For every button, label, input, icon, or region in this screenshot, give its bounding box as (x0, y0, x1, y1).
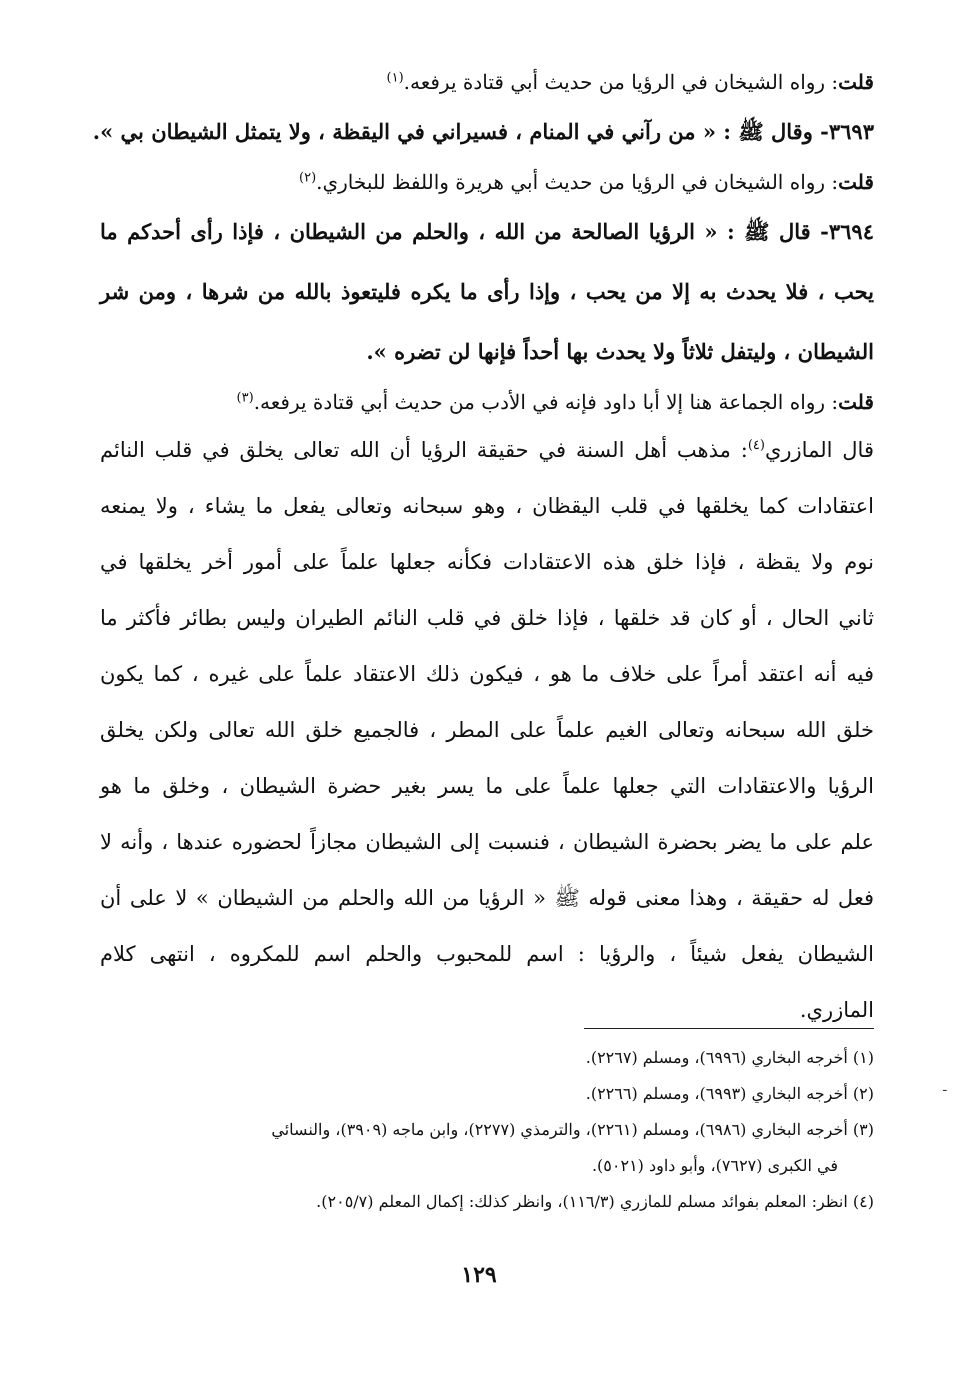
paragraph-line: فعل له حقيقة ، وهذا معنى قوله ﷺ « الرؤيا من الله والحلم من الشيطان » لا على أن (100, 886, 874, 910)
footnotes (100, 1040, 874, 1220)
footnote-ref: (٢) (299, 170, 317, 186)
commentary-label: قلت (838, 170, 874, 194)
page-number: ١٢٩ (461, 1262, 497, 1288)
commentary-text: : رواه الجماعة هنا إلا أبا داود فإنه في الأدب من حديث أبي قتادة يرفعه. (253, 390, 839, 414)
paragraph-line: فيه أنه اعتقد أمراً على خلاف ما هو ، فيكون ذلك الاعتقاد علماً على غيره ، كما يكون (100, 662, 874, 686)
main-text (92, 62, 874, 1038)
paragraph-line: الشيطان يفعل شيئاً ، والرؤيا : اسم للمحبوب والحلم اسم للمكروه ، انتهى كلام (100, 942, 874, 966)
footnote-ref: (٤) (747, 438, 765, 453)
paragraph-text: : مذهب أهل السنة في حقيقة الرؤيا أن الله تعالى يخلق في قلب النائم (100, 438, 748, 462)
paragraph-line: الرؤيا والاعتقادات التي جعلها علماً على ما يسر بغير حضرة الشيطان ، وخلق ما هو (100, 774, 874, 798)
footnote-ref: (٣) (236, 390, 254, 406)
footnote-2: (٢) أخرجه البخاري (٦٩٩٣)، ومسلم (٢٢٦٦). (585, 1084, 874, 1103)
commentary-text: : رواه الشيخان في الرؤيا من حديث أبي هريرة واللفظ للبخاري. (316, 170, 839, 194)
commentary-line-2 (100, 162, 874, 202)
footnote-4: (٤) انظر: المعلم بفوائد مسلم للمازري (١١٦/٣)، وانظر كذلك: إكمال المعلم (٢٠٥/٧). (316, 1192, 874, 1211)
hadith-3694-line: الشيطان ، وليتفل ثلاثاً ولا يحدث بها أحداً فإنها لن تضره ». (366, 339, 874, 364)
commentary-line-3 (100, 382, 874, 422)
hadith-3694-line: يحب ، فلا يحدث به إلا من يحب ، وإذا رأى ما يكره فليتعوذ بالله من شرها ، ومن شر (100, 279, 874, 304)
hadith-3693: ٣٦٩٣- وقال ﷺ : « من رآني في المنام ، فسيراني في اليقظة ، ولا يتمثل الشيطان بي ». (92, 119, 874, 144)
paragraph-line: نوم ولا يقظة ، فإذا خلق هذه الاعتقادات فكأنه جعلها علماً على أمور أخر يخلقها في (100, 550, 874, 574)
commentary-label: قلت (838, 70, 874, 94)
paragraph-line: اعتقادات كما يخلقها في قلب اليقظان ، وهو سبحانه وتعالى يفعل ما يشاء ، ولا يمنعه (100, 494, 874, 518)
footnote-1: (١) أخرجه البخاري (٦٩٩٦)، ومسلم (٢٢٦٧). (585, 1048, 874, 1067)
paragraph-line (100, 422, 874, 478)
margin-mark: ـ (943, 1080, 947, 1094)
hadith-3694-line: ٣٦٩٤- قال ﷺ : « الرؤيا الصالحة من الله ، والحلم من الشيطان ، فإذا رأى أحدكم ما (100, 219, 874, 244)
paragraph-lead: قال المازري (764, 438, 874, 462)
footnote-divider (584, 1028, 874, 1029)
commentary-label: قلت (838, 390, 874, 414)
commentary-line-1 (100, 62, 874, 102)
footnote-ref: (١) (386, 70, 404, 86)
paragraph-line: خلق الله سبحانه وتعالى الغيم علماً على المطر ، فالجميع خلق الله تعالى ولكن يخلق (100, 718, 874, 742)
paragraph-line: ثاني الحال ، أو كان قد خلقها ، فإذا خلق في قلب النائم الطيران وليس بطائر فأكثر ما (100, 606, 874, 630)
commentary-text: : رواه الشيخان في الرؤيا من حديث أبي قتادة يرفعه. (403, 70, 839, 94)
footnote-3-continued: في الكبرى (٧٦٢٧)، وأبو داود (٥٠٢١). (591, 1156, 838, 1175)
paragraph-line: المازري. (799, 998, 874, 1022)
footnote-3: (٣) أخرجه البخاري (٦٩٨٦)، ومسلم (٢٢٦١)، والترمذي (٢٢٧٧)، وابن ماجه (٣٩٠٩)، والنسائي (271, 1120, 874, 1139)
paragraph-line: علم على ما يضر بحضرة الشيطان ، فنسبت إلى الشيطان مجازاً لحضوره عندها ، وأنه لا (100, 830, 874, 854)
